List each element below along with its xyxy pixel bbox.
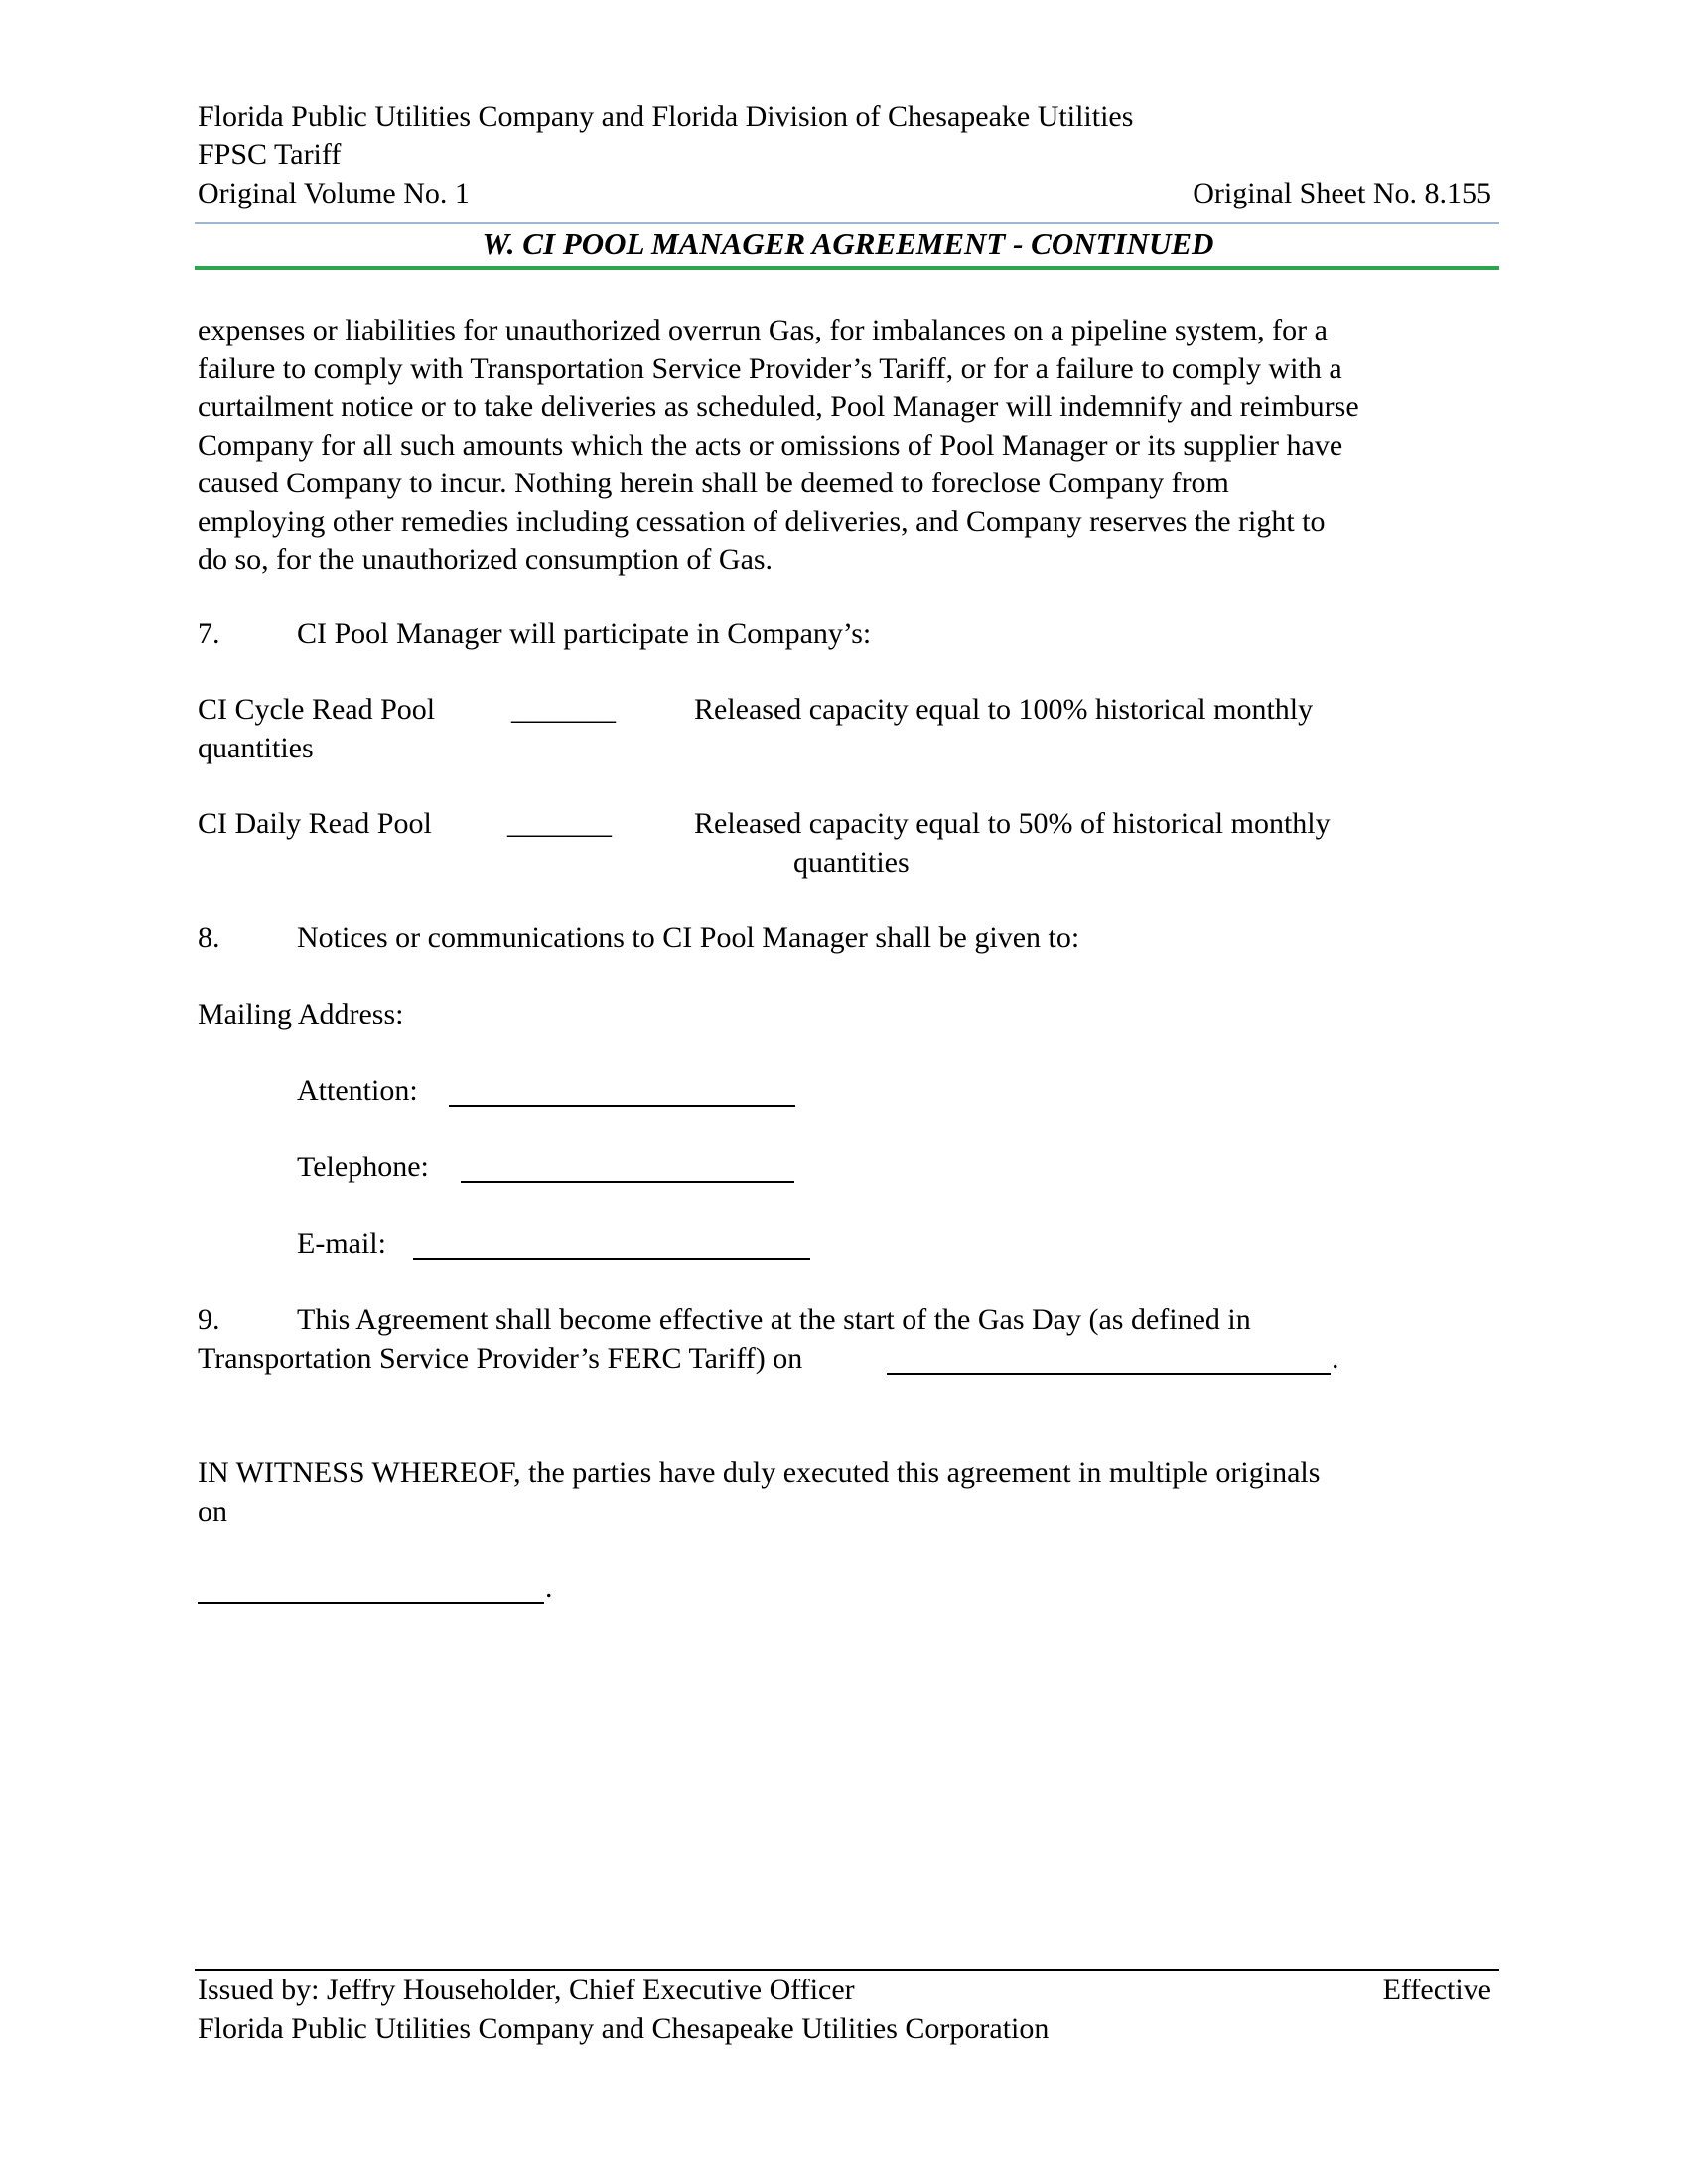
- daily-read-pool-quantities: quantities: [793, 846, 910, 879]
- footer-effective: Effective: [1382, 1974, 1491, 2006]
- item-8-text: Notices or communications to CI Pool Manager shall be given to:: [297, 921, 1080, 954]
- witness-line-2: on: [198, 1495, 227, 1528]
- mailing-address-label: Mailing Address:: [198, 998, 404, 1030]
- header-company: Florida Public Utilities Company and Florida Division of Chesapeake Utilities: [198, 100, 1134, 133]
- paragraph-line: curtailment notice or to take deliveries as scheduled, Pool Manager will indemnify and reimburse: [198, 390, 1359, 423]
- witness-date-field[interactable]: [198, 1602, 544, 1604]
- paragraph-line: caused Company to incur. Nothing herein shall be deemed to foreclose Company from: [198, 467, 1229, 499]
- daily-read-pool-name: CI Daily Read Pool: [198, 807, 432, 840]
- footer-issued-by: Issued by: Jeffry Householder, Chief Executive Officer: [198, 1974, 855, 2006]
- cycle-read-pool-blank[interactable]: _______: [511, 693, 616, 726]
- paragraph-line: failure to comply with Transportation Service Provider’s Tariff, or for a failure to comply with a: [198, 351, 1342, 385]
- section-title: W. CI POOL MANAGER AGREEMENT - CONTINUED: [482, 226, 1214, 261]
- continuation-paragraph: [198, 312, 1498, 580]
- telephone-field[interactable]: [461, 1181, 794, 1183]
- footer-rule: [195, 1969, 1499, 1971]
- daily-read-pool-blank[interactable]: _______: [507, 807, 612, 840]
- item-8-number: 8.: [198, 921, 220, 954]
- email-field[interactable]: [413, 1258, 810, 1260]
- cycle-read-pool-name: CI Cycle Read Pool: [198, 693, 436, 726]
- item-9-line-1: This Agreement shall become effective at the start of the Gas Day (as defined in: [297, 1303, 1251, 1336]
- item-9-number: 9.: [198, 1303, 220, 1336]
- header-sheet-number: Original Sheet No. 8.155: [1193, 177, 1491, 209]
- header-thick-rule: [195, 266, 1499, 270]
- attention-field[interactable]: [449, 1105, 795, 1107]
- email-label: E-mail:: [297, 1227, 386, 1260]
- witness-period: .: [545, 1571, 553, 1604]
- footer-company: Florida Public Utilities Company and Chesapeake Utilities Corporation: [198, 2012, 1050, 2045]
- paragraph-line: expenses or liabilities for unauthorized overrun Gas, for imbalances on a pipeline system, for a: [198, 314, 1328, 346]
- item-9-line-2: Transportation Service Provider’s FERC Tariff) on: [198, 1342, 803, 1375]
- cycle-read-pool-description: Released capacity equal to 100% historical monthly: [694, 693, 1314, 726]
- daily-read-pool-description: Released capacity equal to 50% of historical monthly: [694, 807, 1331, 840]
- paragraph-line: employing other remedies including cessation of deliveries, and Company reserves the right to: [198, 504, 1326, 538]
- attention-label: Attention:: [297, 1074, 418, 1107]
- item-7-number: 7.: [198, 617, 220, 650]
- item-7-text: CI Pool Manager will participate in Company’s:: [297, 617, 872, 650]
- item-9-period: .: [1332, 1342, 1339, 1375]
- witness-line-1: IN WITNESS WHEREOF, the parties have duly executed this agreement in multiple originals: [198, 1456, 1321, 1489]
- telephone-label: Telephone:: [297, 1151, 429, 1183]
- paragraph-line: Company for all such amounts which the acts or omissions of Pool Manager or its supplier have: [198, 428, 1343, 462]
- cycle-read-pool-quantities: quantities: [198, 732, 314, 764]
- effective-date-field[interactable]: [887, 1373, 1331, 1375]
- header-tariff: FPSC Tariff: [198, 138, 342, 171]
- paragraph-line: do so, for the unauthorized consumption of Gas.: [198, 543, 774, 576]
- header-thin-rule: [195, 222, 1499, 224]
- header-volume: Original Volume No. 1: [198, 177, 470, 209]
